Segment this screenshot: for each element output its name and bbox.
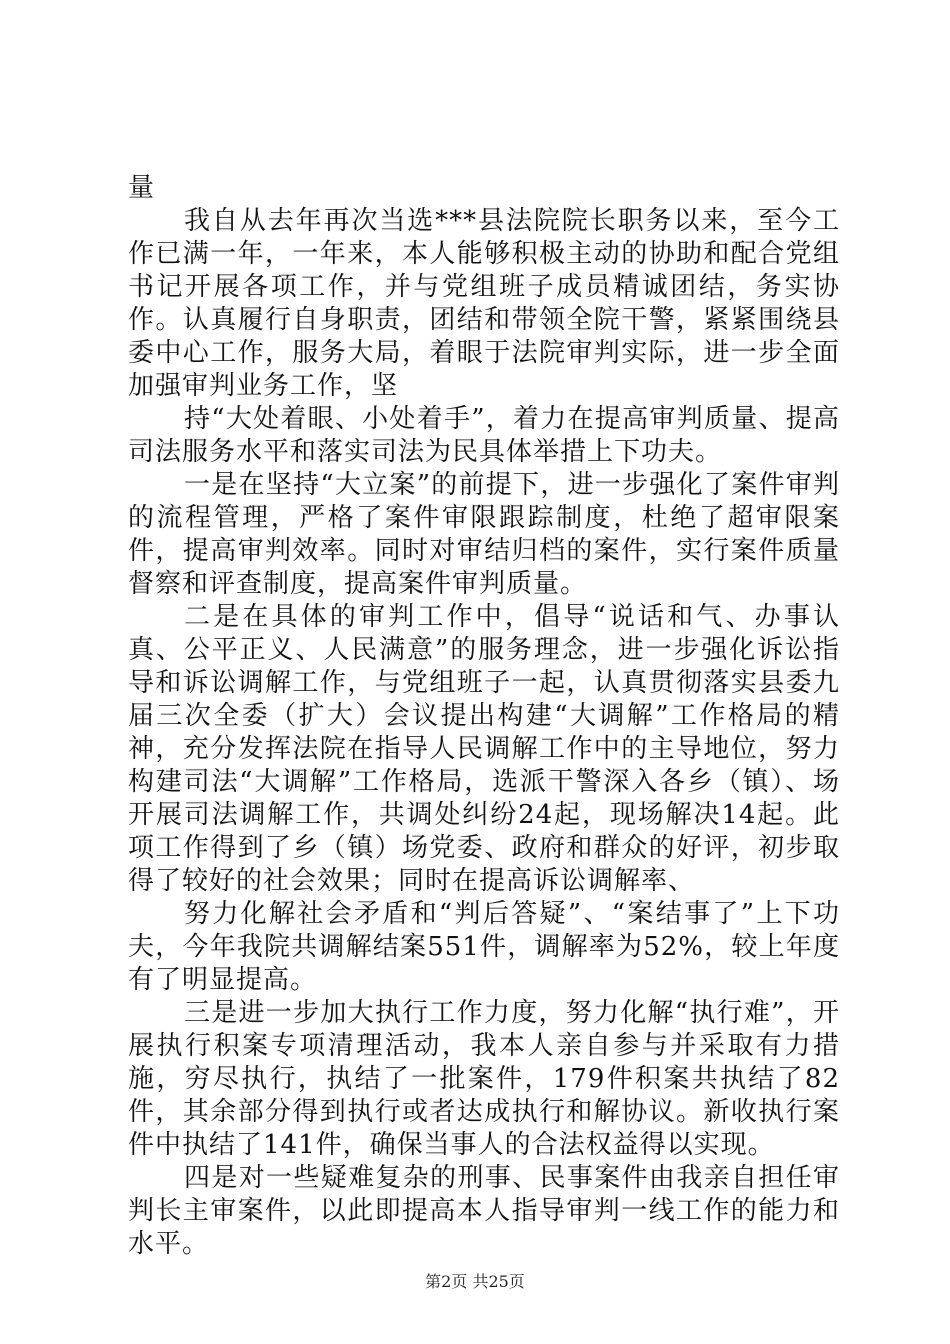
paragraph-2: 持“大处着眼、小处着手”，着力在提高审判质量、提高司法服务水平和落实司法为民具体举措上下功夫。 — [128, 404, 840, 467]
paragraph-6: 三是进一步加大执行工作力度，努力化解“执行难”，开展执行积案专项清理活动，我本人亲自参与并采取有力措施，穷尽执行，执结了一批案件，179件积案共执结了82件，其余部分得到执行或者达成执行和解协议。新收执行案件中执结了141件，确保当事人的合法权益得以实现。 — [128, 998, 840, 1160]
paragraph-4: 二是在具体的审判工作中，倡导“说话和气、办事认真、公平正义、人民满意”的服务理念，进一步强化诉讼指导和诉讼调解工作，与党组班子一起，认真贯彻落实县委九届三次全委（扩大）会议提出构建“大调解”工作格局的精神，充分发挥法院在指导人民调解工作中的主导地位，努力构建司法“大调解”工作格局，选派干警深入各乡（镇）、场开展司法调解工作，共调处纠纷24起，现场解决14起。此项工作得到了乡（镇）场党委、政府和群众的好评，初步取得了较好的社会效果；同时在提高诉讼调解率、 — [128, 602, 840, 896]
page-footer — [0, 1272, 950, 1292]
paragraph-1: 我自从去年再次当选***县法院院长职务以来，至今工作已满一年，一年来，本人能够积极主动的协助和配合党组书记开展各项工作，并与党组班子成员精诚团结，务实协作。认真履行自身职责，团结和带领全院干警，紧紧围绕县委中心工作，服务大局，着眼于法院审判实际，进一步全面加强审判业务工作，坚 — [128, 206, 840, 401]
paragraph-0: 量 — [128, 173, 156, 203]
paragraph-5: 努力化解社会矛盾和“判后答疑”、“案结事了”上下功夫，今年我院共调解结案551件，调解率为52%，较上年度有了明显提高。 — [128, 899, 840, 995]
page-number-label: 第2页 共25页 — [425, 1272, 525, 1291]
paragraph-3: 一是在坚持“大立案”的前提下，进一步强化了案件审判的流程管理，严格了案件审限跟踪制度，杜绝了超审限案件，提高审判效率。同时对审结归档的案件，实行案件质量督察和评查制度，提高案件审判质量。 — [128, 470, 840, 599]
paragraph-7: 四是对一些疑难复杂的刑事、民事案件由我亲自担任审判长主审案件，以此即提高本人指导审判一线工作的能力和水平。 — [128, 1163, 840, 1259]
document-body — [128, 172, 840, 1261]
